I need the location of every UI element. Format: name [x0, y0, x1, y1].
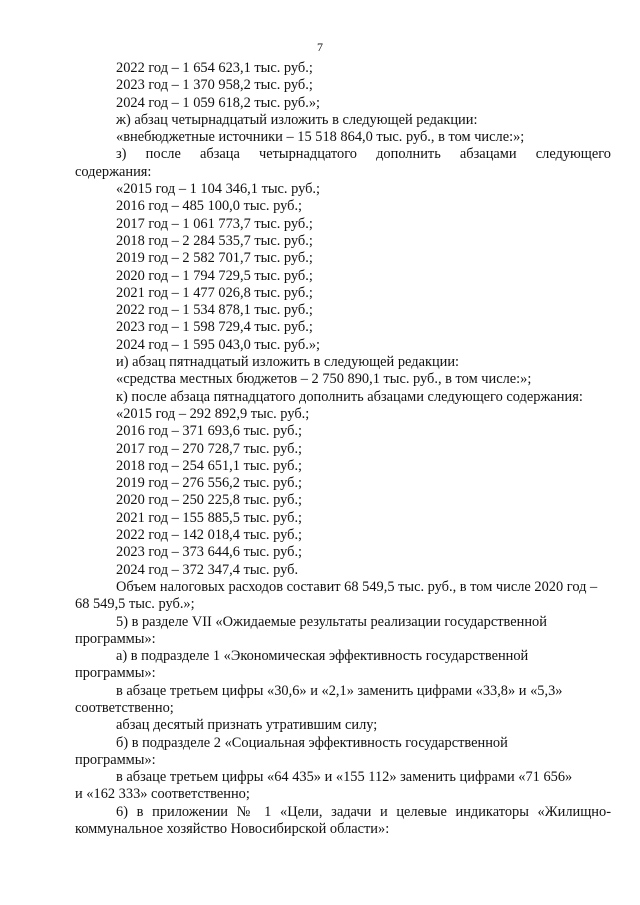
text-line: 2021 год – 1 477 026,8 тыс. руб.;: [116, 284, 313, 301]
text-line: 5) в разделе VII «Ожидаемые результаты реализации государственной: [116, 613, 547, 630]
text-line: 2018 год – 2 284 535,7 тыс. руб.;: [116, 232, 313, 249]
text-line: 2016 год – 485 100,0 тыс. руб.;: [116, 198, 303, 215]
text-line: 2022 год – 1 534 878,1 тыс. руб.;: [116, 302, 313, 319]
text-line: 2016 год – 371 693,6 тыс. руб.;: [116, 423, 303, 440]
text-line: 68 549,5 тыс. руб.»;: [75, 596, 195, 613]
text-line: 6) в приложении № 1 «Цели, задачи и целевые индикаторы «Жилищно-: [116, 803, 611, 820]
text-line: 2024 год – 372 347,4 тыс. руб.: [116, 561, 299, 578]
text-line: 2022 год – 1 654 623,1 тыс. руб.;: [116, 60, 313, 76]
text-line: 2024 год – 1 595 043,0 тыс. руб.»;: [116, 336, 321, 353]
text-line: 2023 год – 1 598 729,4 тыс. руб.;: [116, 319, 313, 336]
text-line: 2017 год – 270 728,7 тыс. руб.;: [116, 440, 303, 457]
text-line: содержания:: [75, 163, 152, 180]
text-line: абзац десятый признать утратившим силу;: [116, 717, 378, 734]
text-line: 2020 год – 1 794 729,5 тыс. руб.;: [116, 267, 313, 284]
document-body: [75, 60, 611, 838]
text-line: «внебюджетные источники – 15 518 864,0 тыс. руб., в том числе:»;: [116, 129, 525, 146]
text-line: 2019 год – 276 556,2 тыс. руб.;: [116, 475, 303, 492]
text-line: а) в подразделе 1 «Экономическая эффективность государственной: [116, 648, 529, 665]
text-line: 2022 год – 142 018,4 тыс. руб.;: [116, 527, 303, 544]
text-line: программы»:: [75, 751, 156, 768]
text-line: в абзаце третьем цифры «30,6» и «2,1» заменить цифрами «33,8» и «5,3»: [116, 682, 563, 699]
text-line: з) после абзаца четырнадцатого дополнить абзацами следующего: [116, 146, 611, 163]
text-line: к) после абзаца пятнадцатого дополнить абзацами следующего содержания:: [116, 388, 583, 405]
text-line: Объем налоговых расходов составит 68 549,5 тыс. руб., в том числе 2020 год –: [116, 578, 598, 595]
text-line: и) абзац пятнадцатый изложить в следующей редакции:: [116, 354, 460, 371]
text-line: «средства местных бюджетов – 2 750 890,1 тыс. руб., в том числе:»;: [116, 371, 532, 388]
text-line: программы»:: [75, 665, 156, 682]
text-line: «2015 год – 292 892,9 тыс. руб.;: [116, 405, 310, 422]
text-line: 2023 год – 1 370 958,2 тыс. руб.;: [116, 77, 313, 94]
text-line: 2019 год – 2 582 701,7 тыс. руб.;: [116, 250, 313, 267]
text-line: соответственно;: [75, 699, 174, 716]
page-number: 7: [317, 40, 323, 54]
text-line: коммунальное хозяйство Новосибирской области»:: [75, 821, 390, 838]
text-line: 2020 год – 250 225,8 тыс. руб.;: [116, 492, 303, 509]
text-line: и «162 333» соответственно;: [75, 786, 250, 803]
text-line: 2023 год – 373 644,6 тыс. руб.;: [116, 544, 303, 561]
text-line: 2024 год – 1 059 618,2 тыс. руб.»;: [116, 94, 321, 111]
text-line: 2021 год – 155 885,5 тыс. руб.;: [116, 509, 303, 526]
text-line: программы»:: [75, 630, 156, 647]
text-line: 2018 год – 254 651,1 тыс. руб.;: [116, 457, 303, 474]
text-line: ж) абзац четырнадцатый изложить в следующей редакции:: [116, 111, 478, 128]
text-line: в абзаце третьем цифры «64 435» и «155 112» заменить цифрами «71 656»: [116, 769, 573, 786]
text-line: «2015 год – 1 104 346,1 тыс. руб.;: [116, 181, 321, 198]
text-line: 2017 год – 1 061 773,7 тыс. руб.;: [116, 215, 313, 232]
text-line: б) в подразделе 2 «Социальная эффективность государственной: [116, 734, 508, 751]
